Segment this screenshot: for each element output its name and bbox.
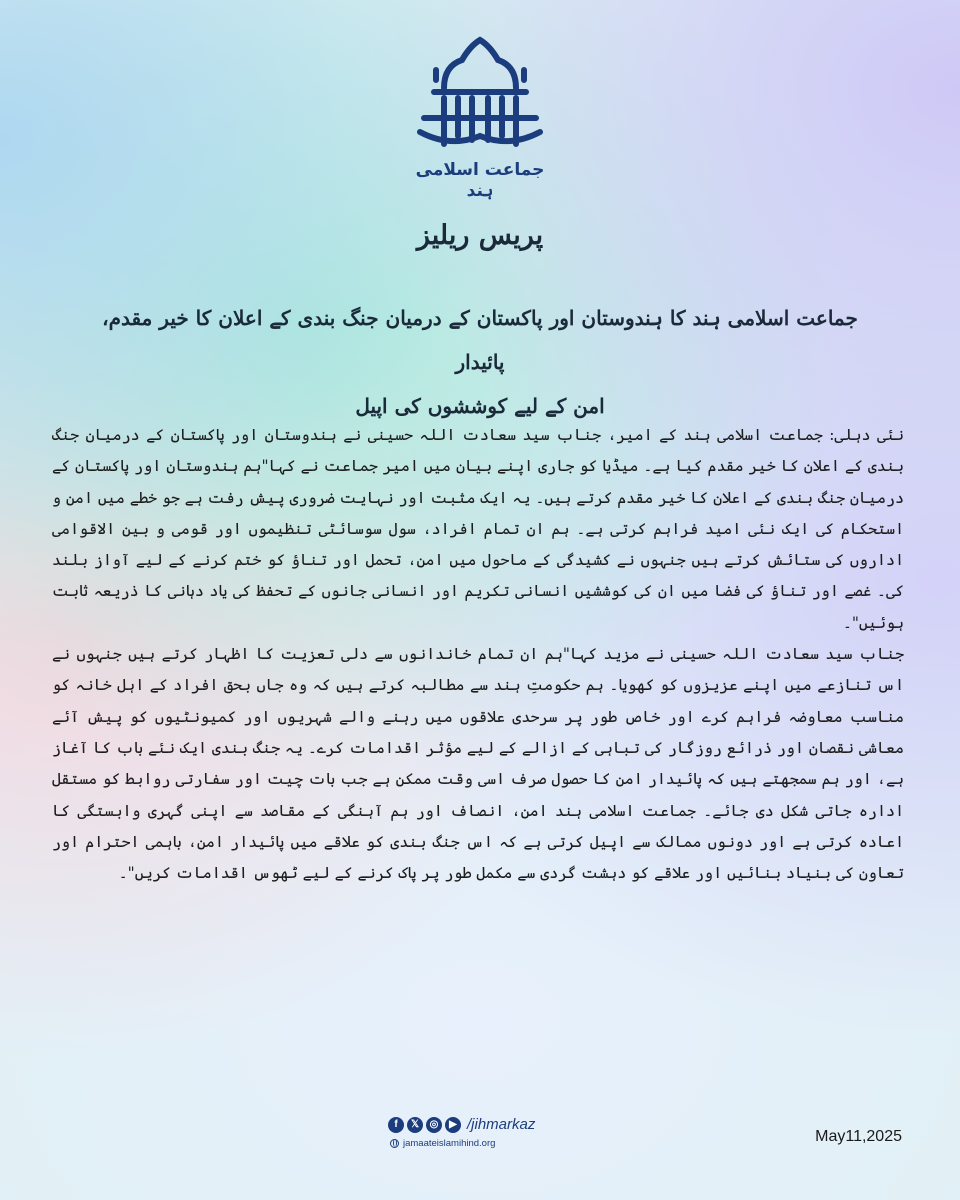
body-paragraph-1: نئی دہلی: جماعت اسلامی ہند کے امیر، جناب سید سعادت اللہ حسینی نے ہندوستان اور پاکستان کے درمیان جنگ بندی کے اعلان کا خیر مقدم کیا ہے۔ میڈیا کو جاری اپنے بیان میں امیر جماعت نے کہا"ہم ہندوستان اور پاکستان کے درمیان جنگ بندی کے اعلان کا خیر مقدم کرتے ہیں۔ یہ ایک مثبت اور نہایت ضروری پیش رفت ہے جو خطے میں امن و استحکام کی ایک نئی امید فراہم کرتی ہے۔ ہم ان تمام افراد، سول سوسائٹی تنظیموں اور قومی و بین الاقوامی اداروں کی ستائش کرتے ہیں جنہوں نے کشیدگی کے ماحول میں امن، تحمل اور تناؤ کو ختم کرنے کے لیے آواز بلند کی۔ غصے اور تناؤ کی فضا میں ان کی کوششیں انسانی تکریم اور انسانی جانوں کے تحفظ کی یاد دہانی کا ذریعہ ثابت ہوئیں"۔ [52,426,904,632]
headline-line-2: امن کے لیے کوششوں کی اپیل [355,394,605,418]
social-row [388,1116,588,1133]
press-body [52,420,904,889]
globe-icon [390,1139,399,1148]
headline-line-1: جماعت اسلامی ہند کا ہندوستان اور پاکستان کے درمیان جنگ بندی کے اعلان کا خیر مقدم، پائیدار [102,306,858,374]
press-release-title: پریس ریلیز [416,220,544,251]
logo-urdu-name: جماعت اسلامی ہند [415,160,545,201]
social-handle[interactable]: /jihmarkaz [467,1116,536,1133]
release-date: May11,2025 [815,1128,902,1145]
website-link[interactable]: jamaateislamihind.org [403,1138,496,1149]
footer [388,1116,588,1156]
minaret-logo-icon [410,36,550,156]
website-row [390,1138,588,1149]
body-paragraph-2: جناب سید سعادت اللہ حسینی نے مزید کہا"ہم ان تمام خاندانوں سے دلی تعزیت کا اظہار کرتے ہیں جنہوں نے اس تنازعے میں اپنے عزیزوں کو کھویا۔ ہم حکومتِ ہند سے مطالبہ کرتے ہیں کہ وہ جاں بحق افراد کے اہل خانہ کو مناسب معاوضہ فراہم کرے اور خاص طور پر سرحدی علاقوں میں رہنے والے شہریوں اور کمیونٹیوں کو پیش آئے معاشی نقصان اور ذرائع روزگار کی تباہی کے ازالے کے لیے مؤثر اقدامات کرے۔ یہ جنگ بندی ایک نئے باب کا آغاز ہے، اور ہم سمجھتے ہیں کہ پائیدار امن کا حصول صرف اسی وقت ممکن ہے جب بات چیت اور سفارتی روابط کو مستقل ادارہ جاتی شکل دی جائے۔ جماعت اسلامی ہند امن، انصاف اور ہم آہنگی کے مقاصد سے اپنی گہری وابستگی کا اعادہ کرتی ہے اور دونوں ممالک سے اپیل کرتی ہے کہ اس جنگ بندی کو علاقے میں پائیدار امن، باہمی احترام اور تعاون کی بنیاد بنائیں اور علاقے کو دہشت گردی سے مکمل طور پر پاک کرنے کے لیے ٹھوس اقدامات کریں"۔ [52,645,904,883]
facebook-icon[interactable]: f [388,1117,404,1133]
organization-logo [410,36,550,201]
instagram-icon[interactable]: ◎ [426,1117,442,1133]
youtube-icon[interactable]: ▶ [445,1117,461,1133]
headline [90,296,870,428]
x-icon[interactable]: 𝕏 [407,1117,423,1133]
